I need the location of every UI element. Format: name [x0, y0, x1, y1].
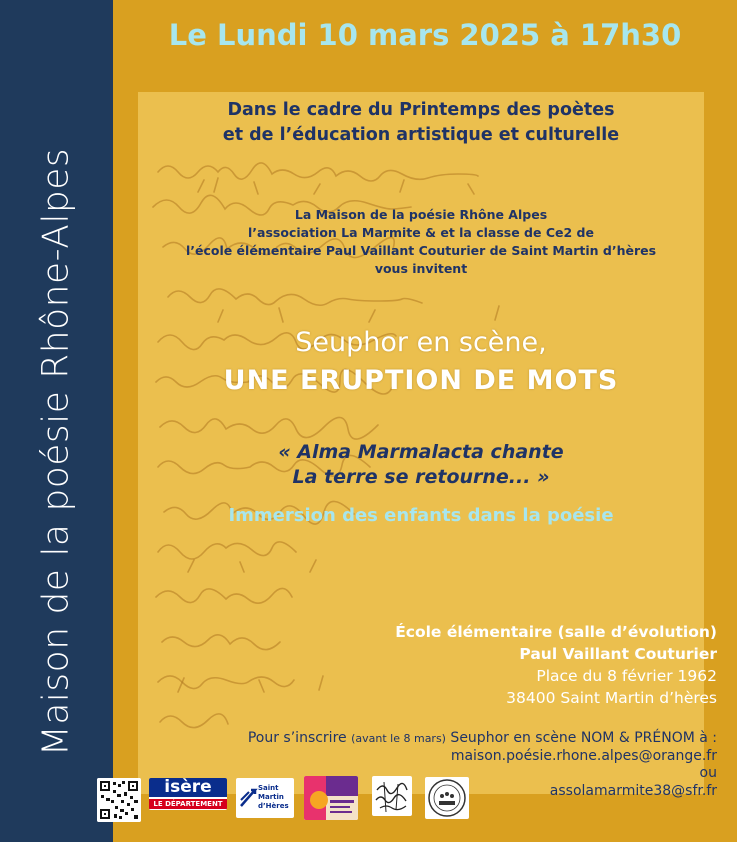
qr-code-icon [97, 778, 141, 822]
saint-martin-word: Saint [258, 784, 279, 792]
venue-line: École élémentaire (salle d’évolution) [395, 623, 717, 641]
signup-or: ou [699, 765, 717, 781]
signup-email-2[interactable]: assolamarmite38@sfr.fr [549, 782, 717, 799]
venue-address [297, 621, 717, 709]
invite-line: l’école élémentaire Paul Vaillant Couturier de Saint Martin d’hères [185, 243, 657, 258]
invite-line: La Maison de la poésie Rhône Alpes [294, 207, 548, 222]
quote-line: « Alma Marmalacta chante [278, 441, 564, 463]
context-text [138, 98, 704, 148]
partner-logo-colorful [304, 776, 358, 820]
poster-main [113, 0, 737, 842]
signup-email-1[interactable]: maison.poésie.rhone.alpes@orange.fr [450, 747, 717, 764]
invite-text [138, 206, 704, 278]
show-title-line1: Seuphor en scène, [295, 327, 547, 358]
signup-line [117, 730, 717, 748]
la-marmite-logo [425, 777, 469, 819]
show-title-line2: UNE ERUPTION DE MOTS [223, 365, 619, 396]
saint-martin-dheres-logo [236, 778, 294, 818]
sidebar [0, 0, 113, 842]
invite-line: vous invitent [374, 261, 468, 276]
immersion-subtitle: Immersion des enfants dans la poésie [228, 505, 614, 526]
signup-deadline: (avant le 8 mars) [351, 732, 446, 745]
isere-logo-bottom: LE DÉPARTEMENT [149, 799, 227, 809]
signup-suffix: Seuphor en scène NOM & PRÉNOM à : [445, 730, 717, 746]
mpra-qr-logo [97, 778, 141, 822]
quote-line: La terre se retourne... » [292, 466, 550, 488]
isere-departement-logo [149, 778, 227, 810]
quote-text [138, 440, 704, 490]
saint-martin-text [258, 784, 289, 811]
venue-line: 38400 Saint Martin d’hères [506, 689, 717, 707]
isere-logo-top: isère [149, 778, 227, 797]
venue-line: Place du 8 février 1962 [536, 667, 717, 685]
la-marmite-stamp-icon [425, 777, 469, 819]
venue-line: Paul Vaillant Couturier [519, 645, 717, 663]
saint-martin-arrow-icon [239, 786, 259, 810]
event-date-headline: Le Lundi 10 mars 2025 à 17h30 [168, 18, 682, 52]
colorful-partner-icon [304, 776, 358, 820]
sidebar-title: Maison de la poésie Rhône-Alpes [35, 147, 77, 757]
show-title [138, 325, 704, 401]
partner-logo-handwritten [372, 776, 412, 816]
saint-martin-word: Martin [258, 793, 284, 801]
saint-martin-word: d’Hères [258, 802, 289, 810]
context-line: et de l’éducation artistique et culturelle [222, 125, 620, 145]
context-line: Dans le cadre du Printemps des poètes [227, 100, 615, 120]
invite-line: l’association La Marmite & et la classe de Ce2 de [248, 225, 594, 240]
handwritten-signature-icon [372, 776, 412, 816]
signup-prefix: Pour s’inscrire [247, 730, 352, 746]
